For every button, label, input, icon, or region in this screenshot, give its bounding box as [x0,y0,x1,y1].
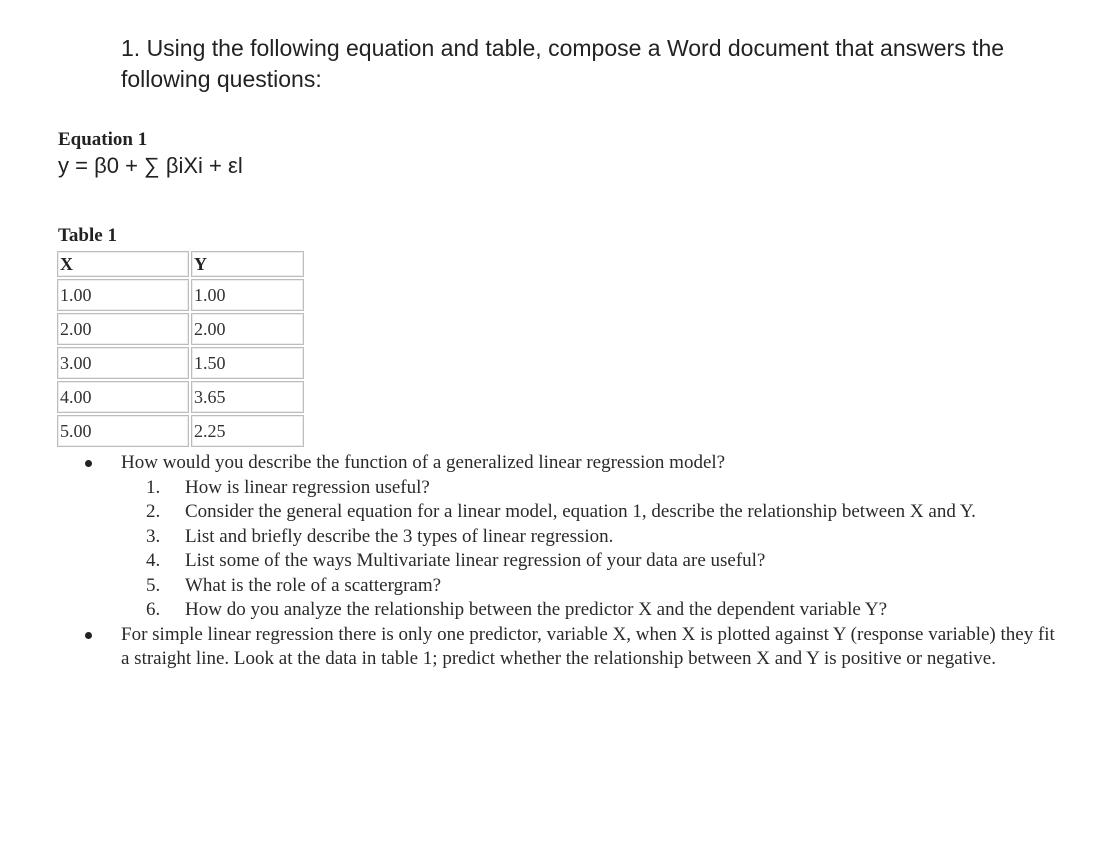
numbered-sublist [85,476,1065,623]
table-label: Table 1 [58,225,117,246]
table-cell-x: 3.00 [57,347,189,379]
table-cell-y: 2.25 [191,415,304,447]
table-cell-x: 5.00 [57,415,189,447]
bullet-item [85,623,1065,672]
table-cell-x: 1.00 [57,279,189,311]
table-header-y: Y [191,251,304,277]
bullet-icon [85,632,92,639]
bullet-icon [85,460,92,467]
sublist-text: What is the role of a scattergram? [185,574,442,596]
sublist-number: 4. [146,550,161,571]
table-cell-y: 1.50 [191,347,304,379]
table-cell-y: 3.65 [191,381,304,413]
equation-formula: y = β0 + ∑ βiXi + εl [58,153,243,178]
sublist-number: 2. [146,501,161,522]
sublist-text: List and briefly describe the 3 types of linear regression. [185,525,614,547]
sublist-number: 1. [146,476,161,498]
table-row [57,381,304,413]
sublist-item [85,549,1065,574]
sublist-item [85,574,1065,599]
bullet-item [85,451,1065,476]
data-table [55,249,306,449]
sublist-number: 6. [146,599,161,620]
table-header-row [57,251,304,277]
table-header-x: X [57,251,189,277]
sublist-item [85,598,1065,623]
table-cell-x: 4.00 [57,381,189,413]
equation-label: Equation 1 [58,129,148,150]
table-cell-y: 2.00 [191,313,304,345]
table-row [57,313,304,345]
sublist-item [85,500,1065,525]
bullet-text: For simple linear regression there is only one predictor, variable X, when X is plotted against Y (response variable) they fit a straight line. Look at the data in table 1; predict whether the relationship between X and Y is positive or negative. [121,623,1055,669]
question-list [85,451,1065,672]
sublist-text: List some of the ways Multivariate linear regression of your data are useful? [185,550,766,571]
table-cell-y: 1.00 [191,279,304,311]
sublist-number: 3. [146,525,161,547]
sublist-item [85,525,1065,550]
sublist-number: 5. [146,574,161,596]
table-row [57,279,304,311]
bullet-text: How would you describe the function of a generalized linear regression model? [121,452,726,473]
table-row [57,415,304,447]
question-heading: 1. Using the following equation and table, compose a Word document that answers the following questions: [121,35,1005,92]
sublist-item [85,476,1065,501]
sublist-text: How is linear regression useful? [185,476,430,498]
sublist-text: How do you analyze the relationship between the predictor X and the dependent variable Y? [185,599,888,620]
sublist-text: Consider the general equation for a linear model, equation 1, describe the relationship between X and Y. [185,501,976,522]
table-cell-x: 2.00 [57,313,189,345]
table-row [57,347,304,379]
